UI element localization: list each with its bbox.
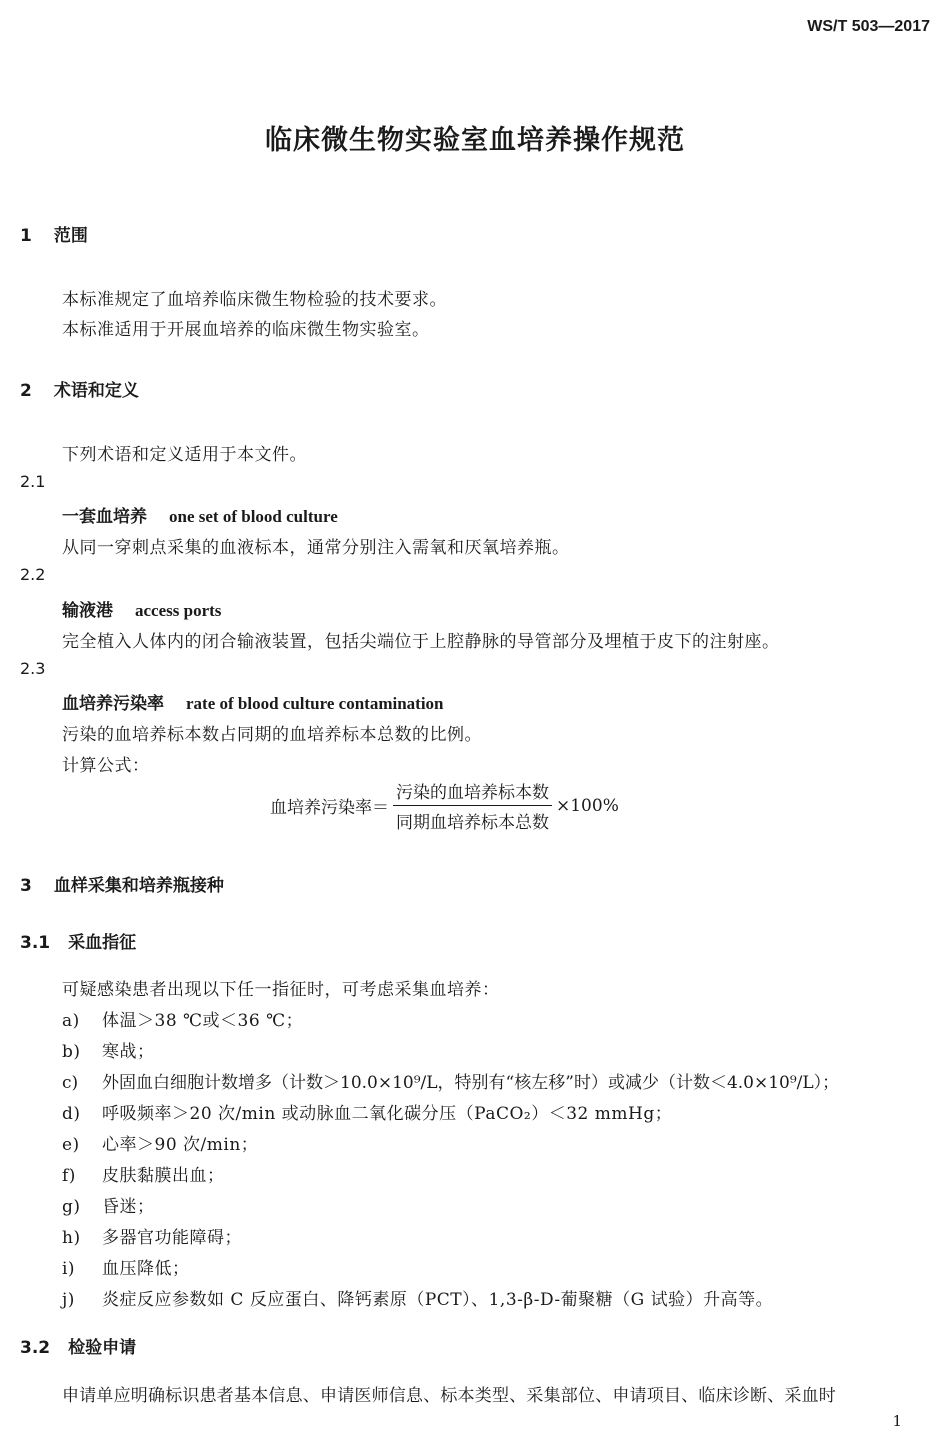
formula-fraction: [393, 778, 552, 833]
paragraph: 本标准规定了血培养临床微生物检验的技术要求。: [62, 290, 447, 310]
term-zh: 血培养污染率: [62, 694, 164, 714]
list-text: 体温＞38 ℃或＜36 ℃；: [102, 1011, 304, 1031]
list-marker: b): [62, 1042, 81, 1062]
paragraph: 本标准适用于开展血培养的临床微生物实验室。: [62, 320, 430, 340]
list-text: 外固血白细胞计数增多（计数＞10.0×10⁹/L，特别有“核左移”时）或减少（计数＜4.0×10⁹/L）；: [102, 1073, 840, 1093]
list-marker: h): [62, 1228, 81, 1248]
term-definition: 完全植入人体内的闭合输液装置，包括尖端位于上腔静脉的导管部分及埋植于皮下的注射座。: [62, 632, 780, 652]
list-item: [62, 1099, 672, 1124]
term-definition: 污染的血培养标本数占同期的血培养标本总数的比例。: [62, 725, 482, 745]
term-definition: 从同一穿刺点采集的血液标本，通常分别注入需氧和厌氧培养瓶。: [62, 538, 570, 558]
term-en: rate of blood culture contamination: [186, 694, 444, 713]
contamination-rate-formula: [270, 778, 619, 833]
list-text: 心率＞90 次/min；: [102, 1135, 259, 1155]
paragraph: 申请单应明确标识患者基本信息、申请医师信息、标本类型、采集部位、申请项目、临床诊断、采血时: [62, 1386, 836, 1406]
paragraph: 下列术语和定义适用于本文件。: [62, 445, 307, 465]
section-2-heading: [20, 376, 139, 401]
section-1-heading: [20, 221, 88, 246]
section-number: 1: [20, 226, 32, 246]
section-number: 3.2: [20, 1338, 51, 1358]
list-text: 昏迷；: [102, 1197, 155, 1217]
section-title: 采血指征: [68, 933, 137, 953]
section-number: 3: [20, 876, 32, 896]
list-item: [62, 1285, 773, 1310]
list-marker: c): [62, 1073, 79, 1093]
list-marker: e): [62, 1135, 80, 1155]
term-heading: [62, 502, 338, 527]
term-zh: 一套血培养: [62, 507, 147, 527]
section-title: 检验申请: [68, 1338, 137, 1358]
list-marker: a): [62, 1011, 80, 1031]
list-item: [62, 1130, 258, 1155]
formula-lhs: 血培养污染率＝: [270, 798, 389, 818]
list-text: 多器官功能障碍；: [102, 1228, 242, 1248]
list-marker: g): [62, 1197, 81, 1217]
list-text: 血压降低；: [102, 1259, 190, 1279]
formula-suffix: ×100%: [556, 795, 619, 816]
list-text: 呼吸频率＞20 次/min 或动脉血二氧化碳分压（PaCO₂）＜32 mmHg；: [102, 1104, 673, 1124]
subsection-3-2-heading: [20, 1333, 136, 1358]
list-item: [62, 1161, 225, 1186]
list-item: [62, 1068, 839, 1093]
list-marker: d): [62, 1104, 81, 1124]
term-number: 2.3: [20, 659, 46, 678]
standard-number: WS/T 503—2017: [807, 18, 930, 35]
list-text: 寒战；: [102, 1042, 155, 1062]
list-item: [62, 1254, 190, 1279]
term-number: 2.2: [20, 565, 46, 584]
term-heading: [62, 596, 221, 621]
term-en: one set of blood culture: [169, 507, 338, 526]
section-title: 范围: [53, 226, 88, 246]
formula-denominator: 同期血培养标本总数: [396, 813, 549, 833]
term-en: access ports: [135, 601, 222, 620]
page-title: 临床微生物实验室血培养操作规范: [265, 125, 685, 156]
list-marker: j): [62, 1290, 75, 1310]
list-text: 皮肤黏膜出血；: [102, 1166, 225, 1186]
list-item: [62, 1223, 242, 1248]
list-marker: i): [62, 1259, 76, 1279]
section-3-heading: [20, 871, 224, 896]
term-number: 2.1: [20, 472, 46, 491]
list-text: 炎症反应参数如 C 反应蛋白、降钙素原（PCT）、1,3-β-D-葡聚糖（G 试验）升高等。: [102, 1290, 774, 1310]
paragraph: 可疑感染患者出现以下任一指征时，可考虑采集血培养：: [62, 980, 500, 1000]
section-number: 2: [20, 381, 32, 401]
term-zh: 输液港: [62, 601, 113, 621]
list-item: [62, 1006, 303, 1031]
list-item: [62, 1037, 155, 1062]
section-title: 术语和定义: [53, 381, 139, 401]
list-item: [62, 1192, 155, 1217]
formula-label: 计算公式：: [62, 756, 150, 776]
page-number: 1: [892, 1412, 902, 1430]
list-marker: f): [62, 1166, 76, 1186]
formula-numerator: 污染的血培养标本数: [393, 778, 552, 806]
section-title: 血样采集和培养瓶接种: [53, 876, 224, 896]
term-heading: [62, 689, 444, 714]
subsection-3-1-heading: [20, 928, 136, 953]
section-number: 3.1: [20, 933, 51, 953]
